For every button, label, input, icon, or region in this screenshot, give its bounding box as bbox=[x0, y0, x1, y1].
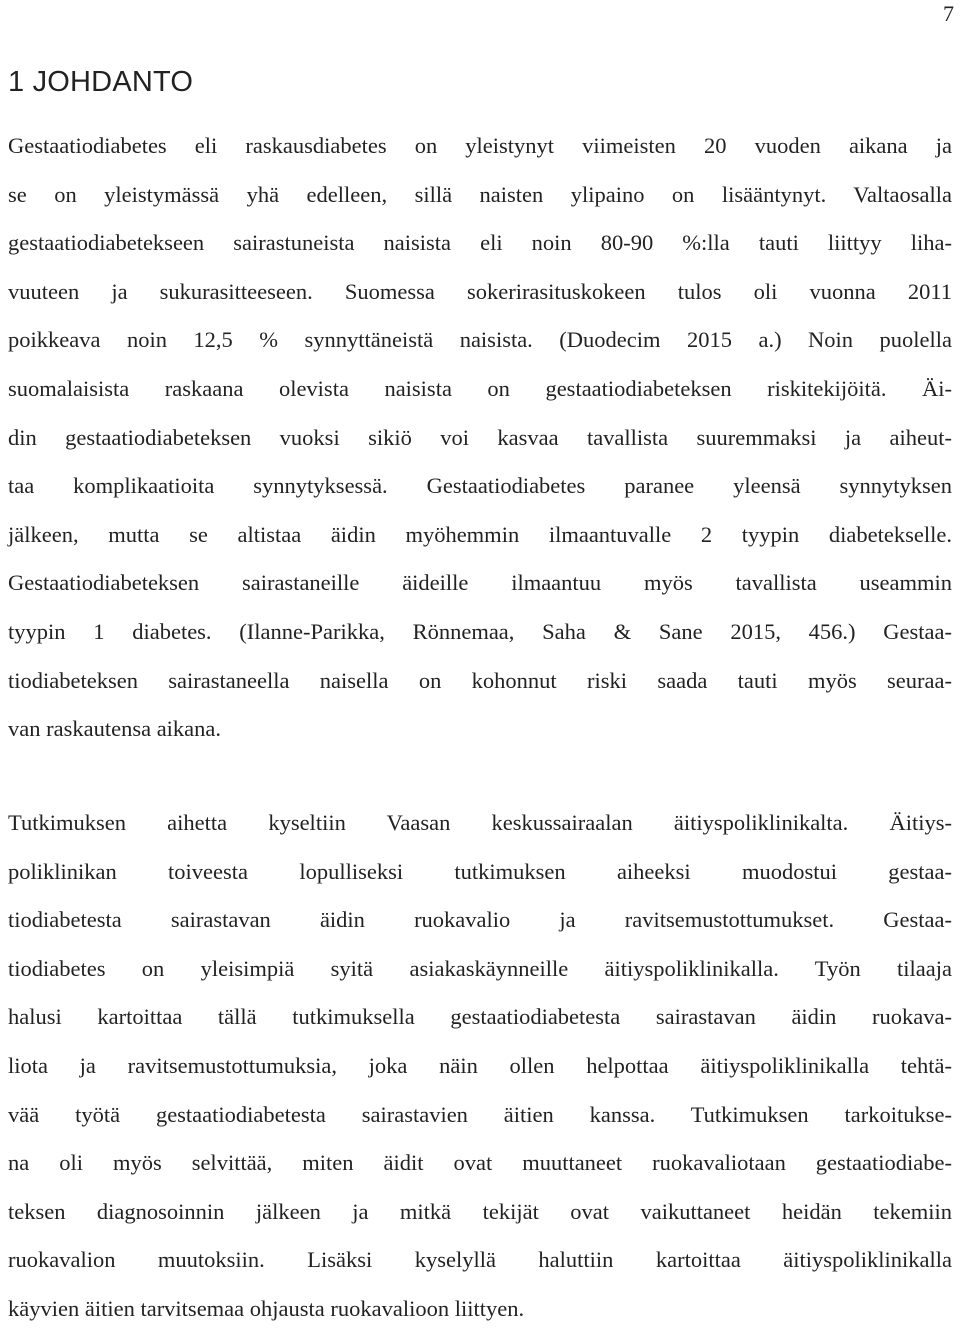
text-line: Gestaatiodiabeteksen sairastaneille äideille ilmaantuu myös tavallista useammin bbox=[8, 570, 952, 596]
text-line: halusi kartoittaa tällä tutkimuksella gestaatiodiabetesta sairastavan äidin ruokava- bbox=[8, 1004, 952, 1030]
text-line: tiodiabetesta sairastavan äidin ruokavalio ja ravitsemustottumukset. Gestaa- bbox=[8, 907, 952, 933]
text-line: suomalaisista raskaana olevista naisista on gestaatiodiabeteksen riskitekijöitä. Äi- bbox=[8, 375, 952, 401]
text-line: vuuteen ja sukurasitteeseen. Suomessa sokerirasituskokeen tulos oli vuonna 2011 bbox=[8, 278, 952, 304]
chapter-heading: 1 JOHDANTO bbox=[8, 66, 194, 98]
text-line: Gestaatiodiabetes eli raskausdiabetes on yleistynyt viimeisten 20 vuoden aikana ja bbox=[8, 133, 952, 158]
text-line: din gestaatiodiabeteksen vuoksi sikiö voi kasvaa tavallista suuremmaksi ja aiheut- bbox=[8, 424, 952, 450]
text-line: gestaatiodiabetekseen sairastuneista naisista eli noin 80-90 %:lla tauti liittyy liha- bbox=[8, 230, 952, 256]
text-line: jälkeen, mutta se altistaa äidin myöhemmin ilmaantuvalle 2 tyypin diabetekselle. bbox=[8, 521, 952, 547]
page-number: 7 bbox=[943, 1, 954, 26]
text-line: Tutkimuksen aihetta kyseltiin Vaasan keskussairaalan äitiyspoliklinikalta. Äitiys- bbox=[8, 810, 952, 835]
paragraph-2 bbox=[8, 799, 952, 1334]
text-line: na oli myös selvittää, miten äidit ovat muuttaneet ruokavaliotaan gestaatiodiabe- bbox=[8, 1150, 952, 1176]
text-line: vää työtä gestaatiodiabetesta sairastavien äitien kanssa. Tutkimuksen tarkoitukse- bbox=[8, 1101, 952, 1127]
text-line: liota ja ravitsemustottumuksia, joka näin ollen helpottaa äitiyspoliklinikalla tehtä- bbox=[8, 1052, 952, 1078]
text-line: tiodiabeteksen sairastaneella naisella on kohonnut riski saada tauti myös seuraa- bbox=[8, 667, 952, 693]
text-line: van raskautensa aikana. bbox=[8, 716, 222, 742]
text-line: poikkeava noin 12,5 % synnyttäneistä naisista. (Duodecim 2015 a.) Noin puolella bbox=[8, 327, 952, 353]
paragraph-1 bbox=[8, 122, 952, 754]
text-line: tyypin 1 diabetes. (Ilanne-Parikka, Rönnemaa, Saha & Sane 2015, 456.) Gestaa- bbox=[8, 618, 952, 644]
text-line: ruokavalion muutoksiin. Lisäksi kyselyllä haluttiin kartoittaa äitiyspoliklinikalla bbox=[8, 1247, 952, 1273]
text-line: taa komplikaatioita synnytyksessä. Gestaatiodiabetes paranee yleensä synnytyksen bbox=[8, 473, 952, 499]
text-line: tiodiabetes on yleisimpiä syitä asiakaskäynneille äitiyspoliklinikalla. Työn tilaaja bbox=[8, 955, 952, 981]
text-line: teksen diagnosoinnin jälkeen ja mitkä tekijät ovat vaikuttaneet heidän tekemiin bbox=[8, 1198, 952, 1224]
text-line: se on yleistymässä yhä edelleen, sillä naisten ylipaino on lisääntynyt. Valtaosalla bbox=[8, 181, 952, 207]
text-line: poliklinikan toiveesta lopulliseksi tutkimuksen aiheeksi muodostui gestaa- bbox=[8, 858, 952, 884]
text-line: käyvien äitien tarvitsemaa ohjausta ruokavalioon liittyen. bbox=[8, 1295, 525, 1321]
